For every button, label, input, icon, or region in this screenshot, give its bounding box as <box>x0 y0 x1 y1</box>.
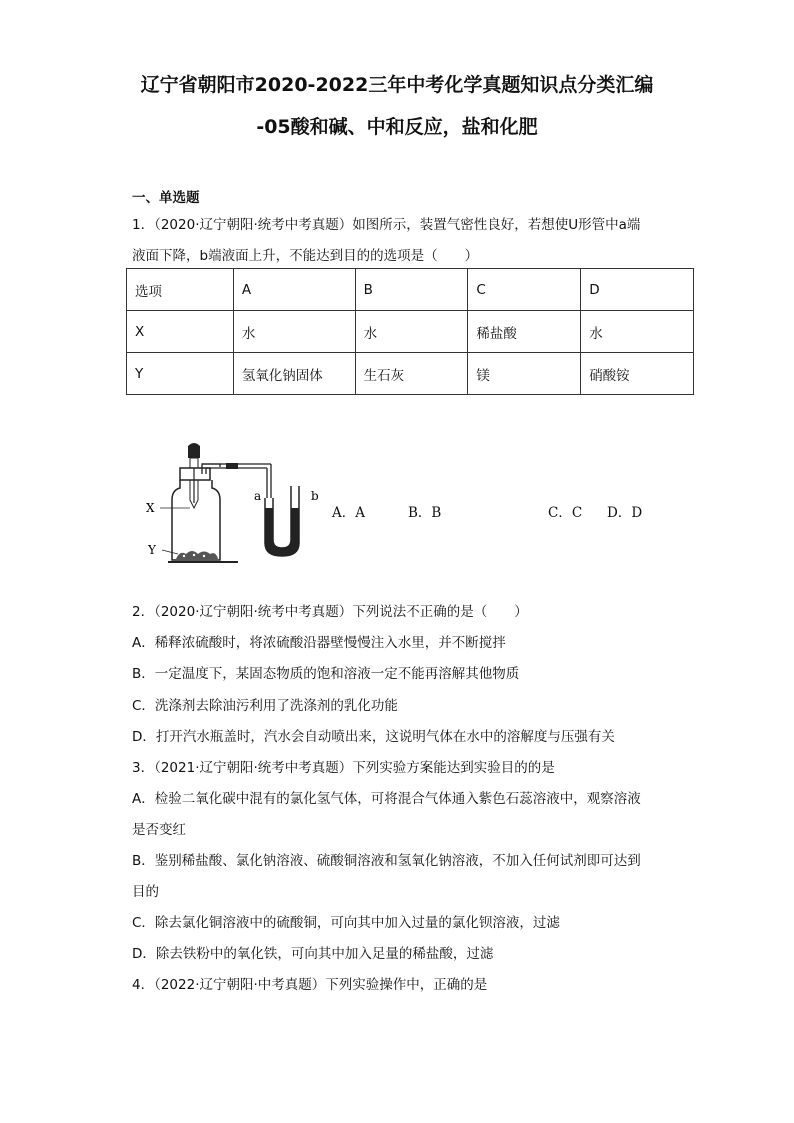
q1-stem-line2: 液面下降，b端液面上升，不能达到目的的选项是（ ） <box>132 248 479 264</box>
table-row <box>127 353 694 395</box>
table-cell: A <box>233 269 355 311</box>
document-title-line2: -05酸和碱、中和反应，盐和化肥 <box>256 116 538 138</box>
q1-choice-c[interactable]: C．C <box>548 505 583 521</box>
q3-stem: 3．（2021·辽宁朝阳·统考中考真题）下列实验方案能达到实验目的的是 <box>132 760 555 776</box>
q2-stem: 2．（2020·辽宁朝阳·统考中考真题）下列说法不正确的是（ ） <box>132 604 528 620</box>
label-y: Y <box>148 543 156 557</box>
q3-option-a-line2[interactable]: 是否变红 <box>132 822 186 838</box>
q1-choice-d[interactable]: D．D <box>607 505 643 521</box>
q2-option-b[interactable]: B．一定温度下，某固态物质的饱和溶液一定不能再溶解其他物质 <box>132 666 520 682</box>
q2-option-a[interactable]: A．稀释浓硫酸时，将浓硫酸沿器壁慢慢注入水里，并不断搅拌 <box>132 635 506 651</box>
section-heading: 一、单选题 <box>132 190 200 206</box>
label-b: b <box>311 489 319 503</box>
q3-option-a-line1[interactable]: A．检验二氧化碳中混有的氯化氢气体，可将混合气体通入紫色石蕊溶液中，观察溶液 <box>132 791 641 807</box>
q1-options-table <box>126 268 694 395</box>
table-cell: B <box>355 269 468 311</box>
q3-option-c[interactable]: C．除去氯化铜溶液中的硫酸铜，可向其中加入过量的氯化钡溶液，过滤 <box>132 915 560 931</box>
q1-choice-b[interactable]: B．B <box>408 505 442 521</box>
q3-option-b-line1[interactable]: B．鉴别稀盐酸、氯化钠溶液、硫酸铜溶液和氢氧化钠溶液，不加入任何试剂即可达到 <box>132 853 641 869</box>
label-x: X <box>146 501 155 515</box>
q3-option-d[interactable]: D．除去铁粉中的氧化铁，可向其中加入足量的稀盐酸，过滤 <box>132 946 494 962</box>
q2-option-c[interactable]: C．洗涤剂去除油污利用了洗涤剂的乳化功能 <box>132 698 398 714</box>
label-a: a <box>254 489 262 503</box>
table-cell: X <box>127 311 234 353</box>
q1-stem-line1: 1．（2020·辽宁朝阳·统考中考真题）如图所示，装置气密性良好，若想使U形管中a端 <box>132 217 641 233</box>
document-title-line1: 辽宁省朝阳市2020-2022三年中考化学真题知识点分类汇编 <box>140 74 654 96</box>
table-cell: 氢氧化钠固体 <box>233 353 355 395</box>
table-cell: 水 <box>355 311 468 353</box>
table-cell: 稀盐酸 <box>468 311 581 353</box>
q3-option-b-line2[interactable]: 目的 <box>132 884 159 900</box>
table-cell: 选项 <box>127 269 234 311</box>
q2-option-d[interactable]: D．打开汽水瓶盖时，汽水会自动喷出来，这说明气体在水中的溶解度与压强有关 <box>132 729 615 745</box>
table-cell: 镁 <box>468 353 581 395</box>
table-cell: C <box>468 269 581 311</box>
q4-stem: 4．（2022·辽宁朝阳·中考真题）下列实验操作中，正确的是 <box>132 977 488 993</box>
table-cell: 水 <box>233 311 355 353</box>
table-cell: 硝酸铵 <box>581 353 694 395</box>
table-cell: 水 <box>581 311 694 353</box>
table-cell: 生石灰 <box>355 353 468 395</box>
table-row <box>127 269 694 311</box>
table-row <box>127 311 694 353</box>
q1-choice-a[interactable]: A．A <box>332 505 365 521</box>
table-cell: D <box>581 269 694 311</box>
apparatus-diagram <box>140 438 340 573</box>
table-cell: Y <box>127 353 234 395</box>
